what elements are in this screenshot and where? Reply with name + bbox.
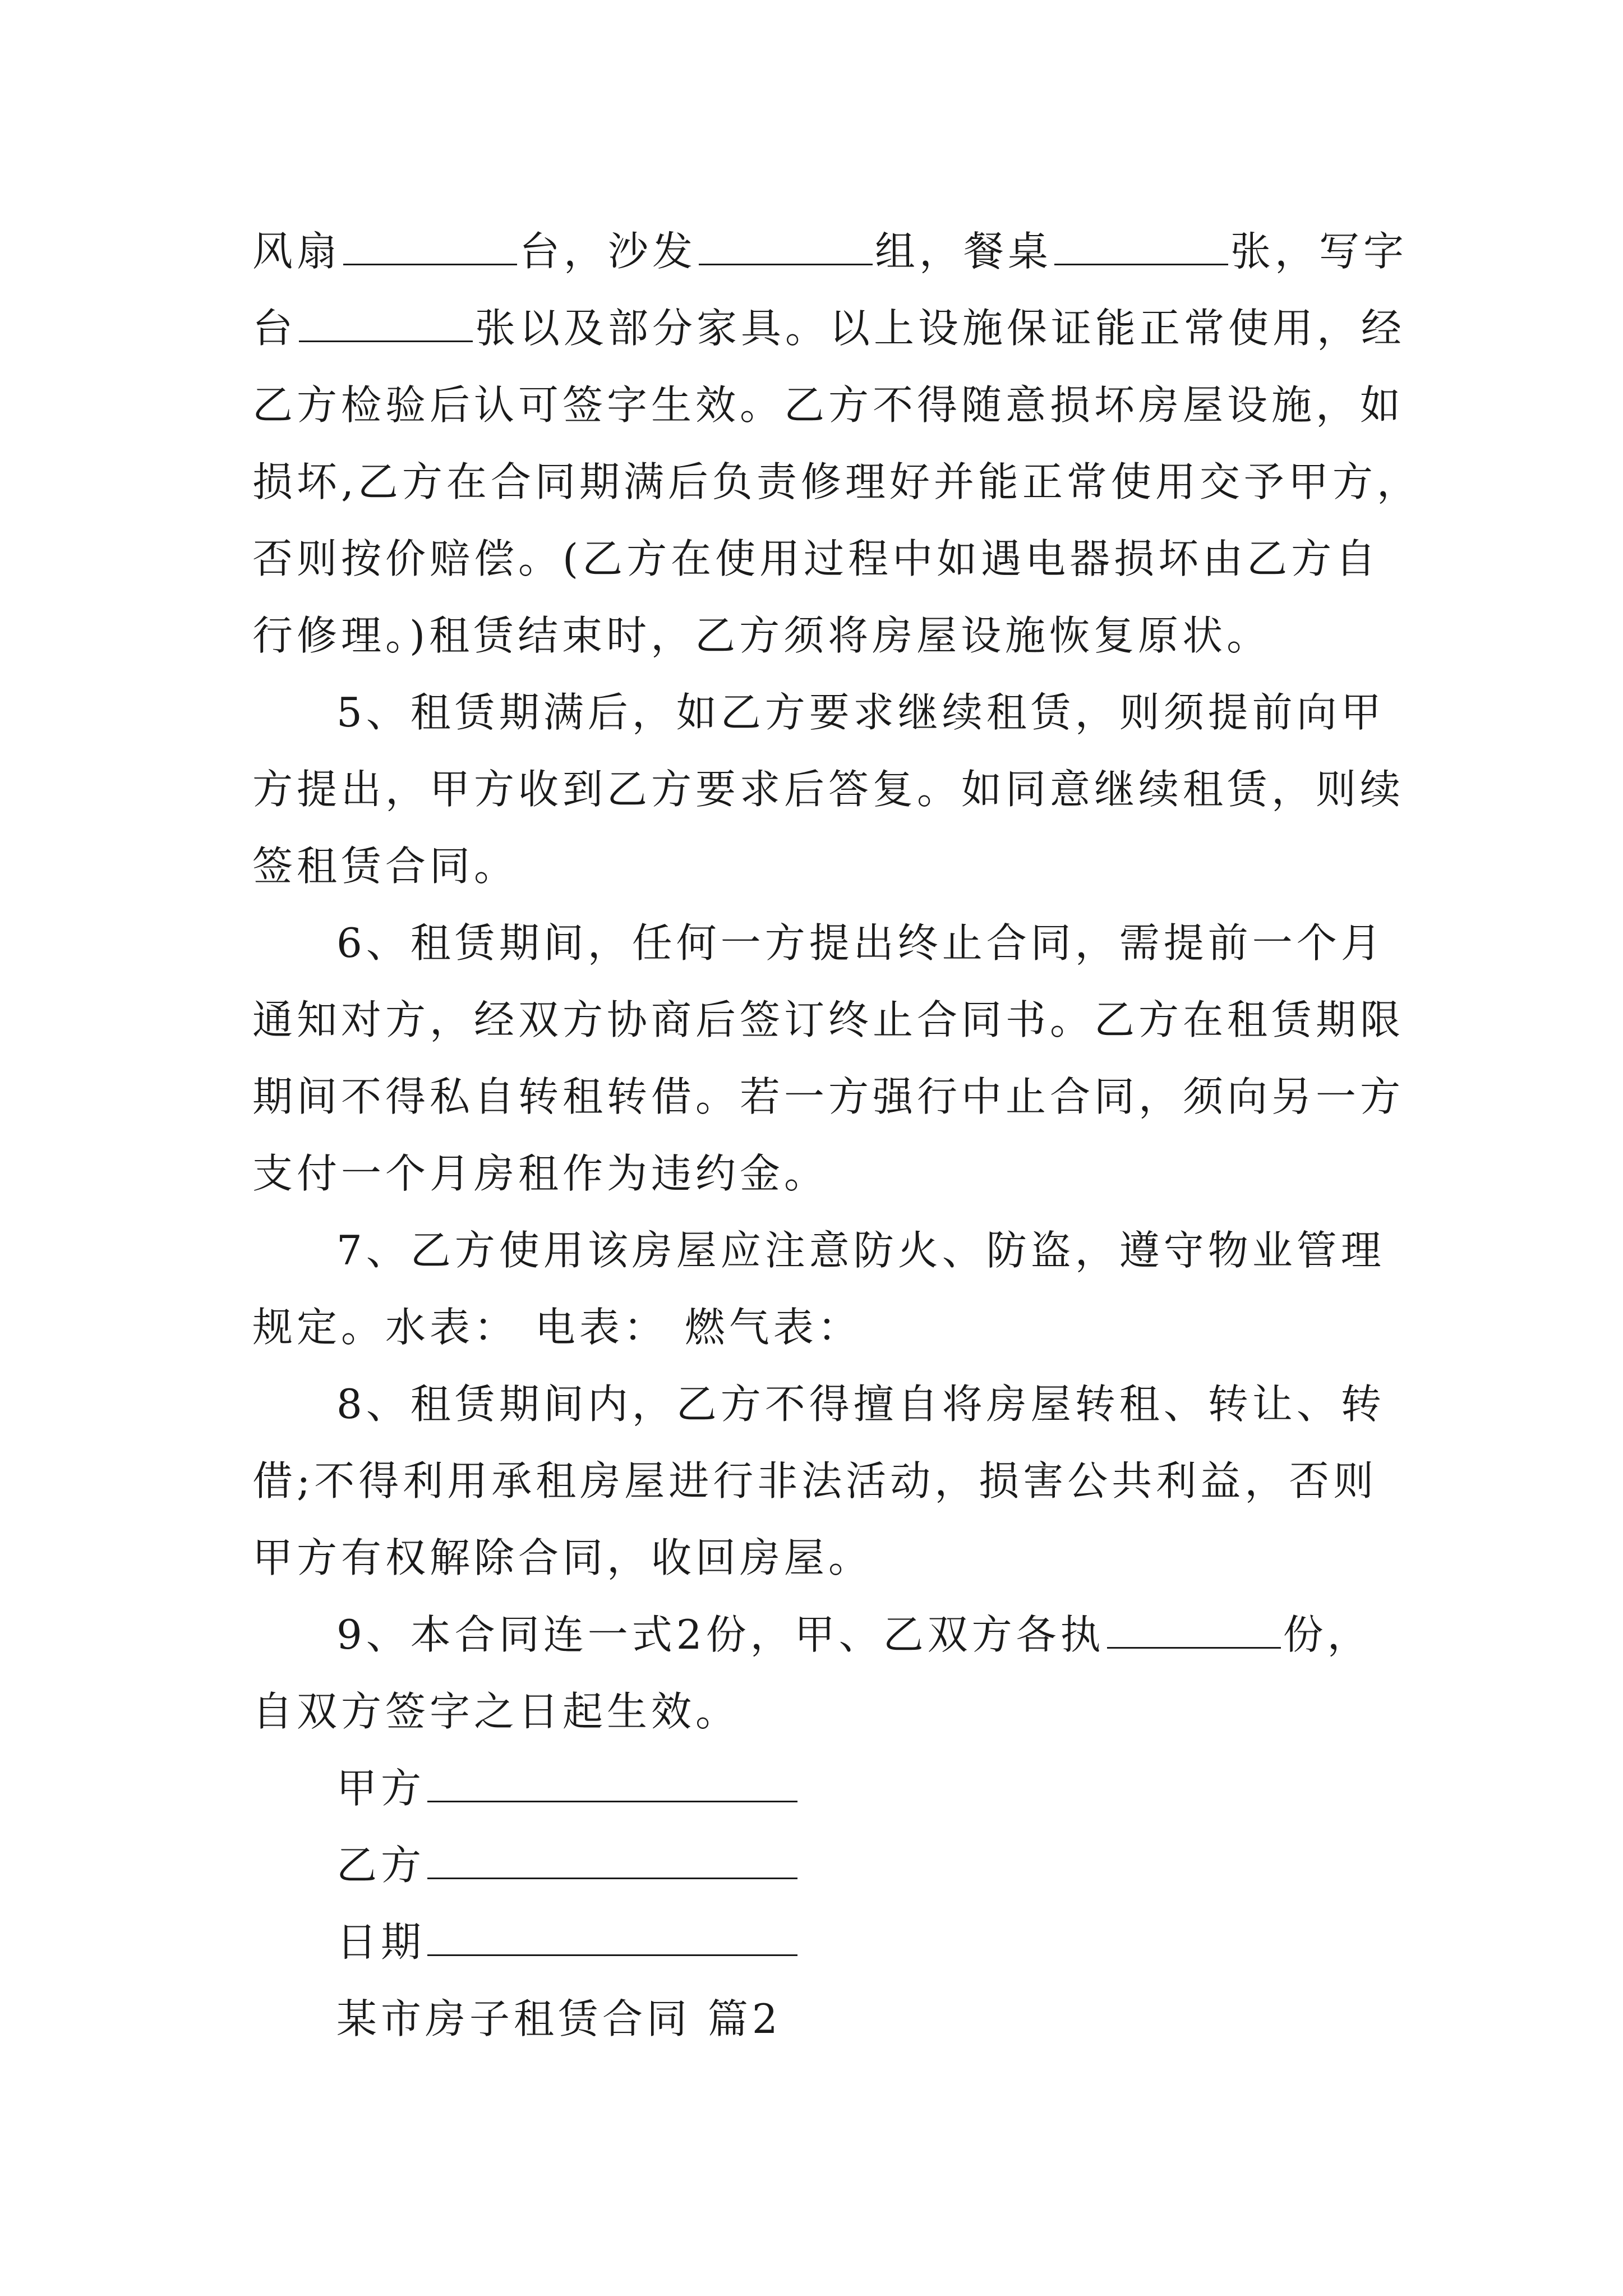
party-a-signature-blank xyxy=(427,1767,797,1802)
text-desk-unit: 台 xyxy=(252,305,297,352)
clause-8-line-2: 借;不得利用承租房屋进行非法活动，损害公共利益，否则 xyxy=(252,1457,1378,1504)
signature-party-a xyxy=(252,1750,1391,1827)
clause-7-line-2: 规定。水表： 电表： 燃气表： xyxy=(252,1304,862,1351)
text-desk: 张，写字 xyxy=(1230,228,1408,275)
clause-5-line-3: 签租赁合同。 xyxy=(252,843,519,890)
copies-each-blank xyxy=(1107,1613,1281,1649)
date-blank xyxy=(427,1921,797,1956)
signature-date xyxy=(252,1904,1391,1981)
contract-page xyxy=(252,213,1421,2058)
para-facilities-line-4: 损坏,乙方在合同期满后负责修理好并能正常使用交予甲方， xyxy=(252,458,1421,505)
fan-count-blank xyxy=(343,230,517,265)
clause-6-line-2: 通知对方，经双方协商后签订终止合同书。乙方在租赁期限 xyxy=(252,996,1405,1043)
text-table: 组，餐桌 xyxy=(875,228,1053,275)
desk-count-blank xyxy=(299,307,473,342)
clause-5-line-1: 5、租赁期满后，如乙方要求继续租赁，则须提前向甲 xyxy=(336,689,1385,736)
next-section-title: 某市房子租赁合同 篇2 xyxy=(336,1995,782,2042)
signature-party-b xyxy=(252,1827,1391,1904)
para-facilities-line-3: 乙方检验后认可签字生效。乙方不得随意损坏房屋设施，如 xyxy=(252,381,1405,429)
table-count-blank xyxy=(1054,230,1228,265)
party-b-label: 乙方 xyxy=(336,1842,426,1889)
clause-8-line-1: 8、租赁期间内，乙方不得擅自将房屋转租、转让、转 xyxy=(336,1381,1385,1428)
text-sofa: 台，沙发 xyxy=(519,228,697,275)
clause-9-line-2: 自双方签字之日起生效。 xyxy=(252,1688,740,1735)
clause-6-line-1: 6、租赁期间，任何一方提出终止合同，需提前一个月 xyxy=(336,919,1385,967)
para-facilities-line-6: 行修理。)租赁结束时，乙方须将房屋设施恢复原状。 xyxy=(252,612,1271,659)
party-a-label: 甲方 xyxy=(336,1765,426,1812)
clause-9-text-b: 份， xyxy=(1283,1611,1372,1658)
para-facilities-line-1 xyxy=(252,213,1408,290)
sofa-count-blank xyxy=(699,230,873,265)
clause-7-line-1: 7、乙方使用该房屋应注意防火、防盗，遵守物业管理 xyxy=(336,1227,1385,1274)
para-facilities-line-2 xyxy=(252,290,1406,367)
party-b-signature-blank xyxy=(427,1844,797,1879)
clause-5-line-2: 方提出，甲方收到乙方要求后答复。如同意继续租赁，则续 xyxy=(252,766,1405,813)
clause-6-line-3: 期间不得私自转租转借。若一方强行中止合同，须向另一方 xyxy=(252,1073,1405,1120)
clause-6-line-4: 支付一个月房租作为违约金。 xyxy=(252,1150,829,1197)
text-furniture: 张以及部分家具。以上设施保证能正常使用，经 xyxy=(475,305,1406,352)
date-label: 日期 xyxy=(336,1918,426,1966)
para-facilities-line-5: 否则按价赔偿。(乙方在使用过程中如遇电器损坏由乙方自 xyxy=(252,535,1380,582)
clause-9-line-1 xyxy=(252,1596,1391,1673)
clause-9-text-a: 9、本合同连一式2份，甲、乙双方各执 xyxy=(336,1611,1105,1658)
text-fan: 风扇 xyxy=(252,228,342,275)
clause-8-line-3: 甲方有权解除合同，收回房屋。 xyxy=(252,1534,873,1581)
